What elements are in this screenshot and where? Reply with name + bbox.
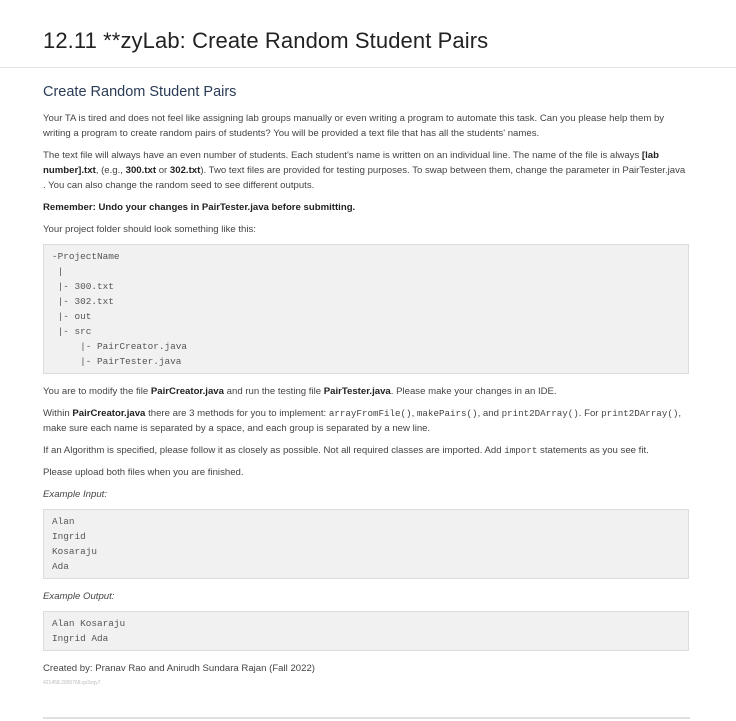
lab-content	[43, 111, 689, 686]
title-divider	[0, 67, 736, 68]
section-heading: Create Random Student Pairs	[43, 84, 237, 100]
folder-tree-code	[43, 244, 689, 374]
input-line: Alan	[52, 516, 75, 527]
lab-number-filename: [lab number].txt	[43, 150, 659, 176]
method-print2darray: print2DArray()	[501, 408, 579, 419]
input-line: Kosaraju	[52, 546, 98, 557]
modify-paragraph: You are to modify the file PairCreator.java and run the testing file PairTester.java. Please make your changes in an IDE.	[43, 386, 557, 397]
input-line: Ada	[52, 561, 69, 572]
method-arrayfromfile: arrayFromFile()	[328, 408, 412, 419]
methods-paragraph: Within PairCreator.java there are 3 methods for you to implement: arrayFromFile(), makePairs(), and print2DArray(). For print2DArray(), make sure each name is separated by a space, and each group is separated by a new line.	[43, 408, 682, 434]
tree-line: |- out	[52, 311, 92, 322]
upload-paragraph: Please upload both files when you are finished.	[43, 467, 244, 478]
method-print2darray-ref: print2DArray()	[601, 408, 679, 419]
remember-note: Remember: Undo your changes in PairTester.java before submitting.	[43, 202, 356, 213]
credits: Created by: Pranav Rao and Anirudh Sundara Rajan (Fall 2022)	[43, 663, 315, 674]
tree-line: |- PairTester.java	[52, 356, 182, 367]
method-makepairs: makePairs()	[416, 408, 478, 419]
input-line: Ingrid	[52, 531, 86, 542]
algorithm-paragraph: If an Algorithm is specified, please follow it as closely as possible. Not all required classes are imported. Add import statements as you see fit.	[43, 445, 649, 456]
intro-paragraph: Your TA is tired and does not feel like assigning lab groups manually or even writing a program to automate this task. Can you please help them by writing a program to create random pairs of students? You will be provided a text file that has all the students' names.	[43, 113, 665, 139]
output-line: Alan Kosaraju	[52, 618, 126, 629]
bottom-divider	[43, 717, 690, 719]
file-description-paragraph: The text file will always have an even number of students. Each student's name is written on an individual line. The name of the file is always [lab number].txt, (e.g., 300.txt or 302.txt). Two text files are provided for testing purposes. To swap between them, change the parameter in PairTester.java . You can also change the random seed to see different outputs.	[43, 150, 686, 191]
tree-line: |	[52, 266, 64, 277]
tree-line: |- PairCreator.java	[52, 341, 188, 352]
example-output-label: Example Output:	[43, 591, 115, 602]
example-output-code	[43, 611, 689, 651]
tree-line: |- 302.txt	[52, 296, 114, 307]
page-title: 12.11 **zyLab: Create Random Student Pairs	[43, 28, 489, 53]
output-line: Ingrid Ada	[52, 633, 109, 644]
lab-id: 421458.2955768.qx3zqy7	[43, 680, 101, 686]
file-300: 300.txt	[125, 165, 157, 176]
import-keyword: import	[504, 445, 538, 456]
tree-line: |- src	[52, 326, 92, 337]
example-input-code	[43, 509, 689, 579]
tree-line: |- 300.txt	[52, 281, 114, 292]
folder-intro: Your project folder should look something like this:	[43, 224, 256, 235]
example-input-label: Example Input:	[43, 489, 107, 500]
file-302: 302.txt	[169, 165, 201, 176]
tree-line: -ProjectName	[52, 251, 120, 262]
